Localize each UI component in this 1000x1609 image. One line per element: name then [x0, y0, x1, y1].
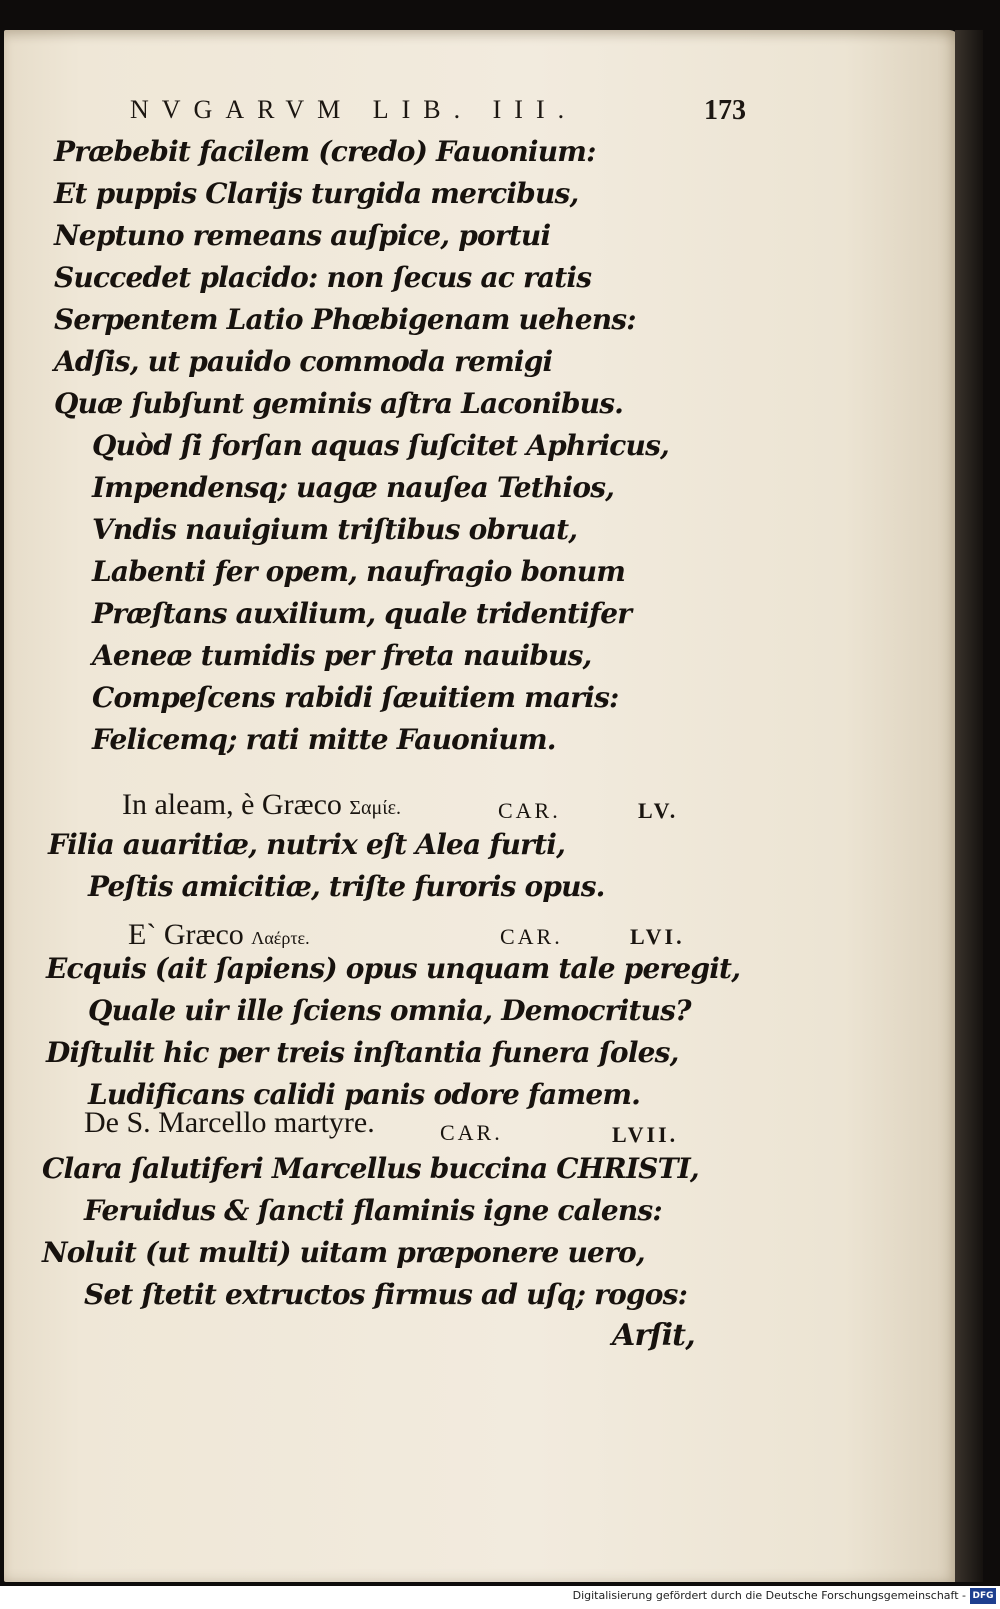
ode-line-indented: Impendensq; uagæ nauſea Tethios, — [92, 471, 615, 504]
ode-line-indented: Aeneæ tumidis per freta nauibus, — [92, 639, 592, 672]
ode-line-indented: Quòd ſi forſan aquas ſuſcitet Aphricus, — [92, 429, 670, 462]
footer-credit: Digitalisierung gefördert durch die Deutsche Forschungsgemeinschaft - — [572, 1589, 966, 1602]
poem-57-line: Set ſtetit extructos firmus ad uſq; rogos: — [84, 1278, 688, 1311]
poem-55-title-text: In aleam, è Græco — [122, 788, 342, 821]
page-header — [130, 95, 746, 135]
book-spine — [955, 30, 983, 1582]
poem-56-line: Ecquis (ait ſapiens) opus unquam tale peregit, — [46, 952, 741, 985]
poem-57-car: CAR. — [440, 1120, 503, 1145]
ode-line-indented: Compeſcens rabidi ſæuitiem maris: — [92, 681, 619, 714]
poem-57-title: De S. Marcello martyre. — [84, 1106, 375, 1139]
ode-line-indented: Præſtans auxilium, quale tridentifer — [92, 597, 632, 630]
poem-56-car: CAR. — [500, 924, 563, 949]
ode-line: Neptuno remeans auſpice, portui — [54, 219, 551, 252]
ode-line: Adſis, ut pauido commoda remigi — [54, 345, 553, 378]
ode-line: Succedet placido: non ſecus ac ratis — [54, 261, 592, 294]
poem-55-greek: Σαμίε. — [349, 797, 402, 819]
poem-57-line: Clara ſalutiferi Marcellus buccina CHRISTI, — [42, 1152, 699, 1185]
ode-line-indented: Vndis nauigium triſtibus obruat, — [92, 513, 578, 546]
poem-55-number: LV. — [638, 798, 679, 823]
poem-55-car: CAR. — [498, 798, 561, 823]
running-head: NVGARVM LIB. III. — [130, 95, 578, 124]
poem-56-title — [128, 918, 310, 952]
ode-line: Et puppis Clarijs turgida mercibus, — [54, 177, 579, 210]
poem-57-number: LVII. — [612, 1122, 679, 1147]
ode-line: Præbebit facilem (credo) Fauonium: — [54, 135, 596, 168]
ode-line: Serpentem Latio Phœbigenam uehens: — [54, 303, 636, 336]
poem-56-line: Diſtulit hic per treis inſtantia funera ſoles, — [46, 1036, 679, 1069]
poem-56-greek: Λαέρτε. — [251, 928, 310, 948]
poem-55-title — [122, 788, 401, 822]
poem-56-title-text: E` Græco — [128, 918, 244, 951]
catchword: Arſit, — [612, 1318, 695, 1353]
ode-line: Quæ ſubſunt geminis aſtra Laconibus. — [54, 387, 624, 420]
poem-56-line: Ludificans calidi panis odore famem. — [88, 1078, 641, 1111]
ode-line-indented: Labenti fer opem, naufragio bonum — [92, 555, 626, 588]
dfg-logo-icon: DFG — [970, 1588, 996, 1604]
poem-55-line: Filia auaritiæ, nutrix eſt Alea furti, — [48, 828, 566, 861]
poem-57-line: Feruidus & ſancti flaminis igne calens: — [84, 1194, 662, 1227]
poem-57-line: Noluit (ut multi) uitam præponere uero, — [42, 1236, 645, 1269]
page-number: 173 — [704, 95, 746, 126]
ode-line-indented: Felicemq; rati mitte Fauonium. — [92, 723, 556, 756]
poem-56-number: LVI. — [630, 924, 685, 949]
poem-55-line: Peſtis amicitiæ, triſte furoris opus. — [88, 870, 605, 903]
poem-56-line: Quale uir ille ſciens omnia, Democritus? — [88, 994, 691, 1027]
